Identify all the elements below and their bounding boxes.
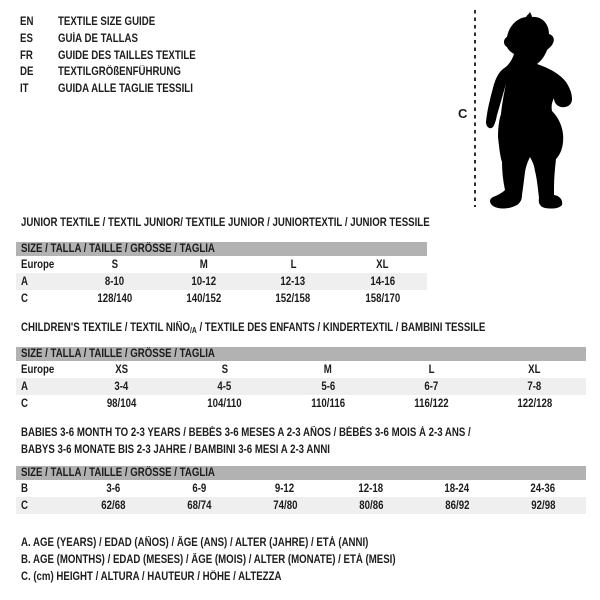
table-row	[16, 290, 427, 307]
legend	[21, 535, 467, 587]
table-size-header: SIZE / TALLA / TAILLE / GRÖSSE / TAGLIA	[16, 347, 586, 361]
size-cell: 128/140	[97, 292, 133, 305]
table-row	[16, 497, 586, 514]
junior-size-table	[16, 242, 427, 307]
table-row	[16, 480, 586, 497]
language-code: IT	[20, 83, 29, 96]
language-code: EN	[20, 16, 34, 29]
size-cell: XL	[376, 258, 389, 271]
size-cell: L	[290, 258, 297, 271]
language-code: ES	[20, 33, 33, 46]
table-row	[16, 378, 586, 395]
size-cell: 6-7	[424, 380, 439, 393]
childrens-size-table	[16, 347, 586, 412]
size-cell: 3-6	[106, 482, 120, 495]
junior-table-title: JUNIOR TEXTILE / TEXTIL JUNIOR/ TEXTILE JUNIOR / JUNIORTEXTIL / JUNIOR TESSILE	[21, 217, 430, 229]
language-row	[20, 47, 222, 64]
language-label: TEXTILGRÖßENFÜHRUNG	[58, 66, 181, 79]
size-cell: XL	[528, 363, 541, 376]
row-label: C	[21, 292, 28, 305]
row-label: Europe	[21, 363, 55, 376]
size-cell: S	[221, 363, 229, 376]
table-size-header: SIZE / TALLA / TAILLE / GRÖSSE / TAGLIA	[16, 466, 586, 480]
size-cell: 98/104	[106, 397, 137, 410]
size-cell: 152/158	[275, 292, 311, 305]
size-cell: 140/152	[186, 292, 222, 305]
size-cell: 12-18	[358, 482, 384, 495]
size-cell: 4-5	[217, 380, 232, 393]
size-cell: 80/86	[358, 499, 384, 512]
size-cell: 74/80	[272, 499, 298, 512]
language-row	[20, 31, 222, 48]
size-cell: 110/116	[311, 397, 345, 410]
row-label: A	[21, 380, 28, 393]
height-dash-line	[474, 10, 476, 207]
language-row	[20, 64, 222, 81]
size-cell: 10-12	[191, 275, 217, 288]
table-row	[16, 361, 586, 378]
size-cell: S	[111, 258, 118, 271]
row-label: C	[21, 397, 28, 410]
childrens-table-title: CHILDREN'S TEXTILE / TEXTIL $NIÑO_{/A}$ / TEXTILE DES ENFANTS / KINDERTEXTIL / BAMBINI TESSILE	[21, 322, 486, 335]
size-cell: 24-36	[530, 482, 556, 495]
size-cell: 8-10	[104, 275, 125, 288]
row-label: Europe	[21, 258, 55, 271]
babies-table-title: BABIES 3-6 MONTH TO 2-3 YEARS / BEBÉS 3-6 MESES A 2-3 AÑOS / BÉBÉS 3-6 MOIS À 2-3 ANS / BABYS 3-6 MONATE BIS 2-3 JAHRE / BAMBINI 3-6 MESI A 2-3 ANNI	[21, 427, 471, 456]
size-cell: 92/98	[530, 499, 556, 512]
size-cell: M	[199, 258, 208, 271]
size-cell: 86/92	[444, 499, 470, 512]
size-cell: 3-4	[114, 380, 129, 393]
table-row	[16, 273, 427, 290]
size-cell: 7-8	[527, 380, 542, 393]
language-label: GUÍA DE TALLAS	[58, 33, 138, 46]
size-cell: 14-16	[370, 275, 395, 288]
language-code: DE	[20, 66, 34, 79]
table-row	[16, 256, 427, 273]
size-cell: 62/68	[100, 499, 126, 512]
language-code: FR	[20, 49, 33, 62]
size-cell: XS	[115, 363, 129, 376]
language-label: GUIDE DES TAILLES TEXTILE	[58, 49, 196, 62]
legend-line-c: C. (cm) HEIGHT / ALTURA / HAUTEUR / HÖHE / ALTEZZA	[21, 571, 282, 584]
size-cell: 12-13	[280, 275, 306, 288]
height-measure-label: C	[458, 106, 468, 121]
size-cell: 9-12	[275, 482, 295, 495]
legend-line-a: A. AGE (YEARS) / EDAD (AÑOS) / ÂGE (ANS) / ALTER (JAHRE) / ETÀ (ANNI)	[21, 537, 369, 549]
legend-line-b: B. AGE (MONTHS) / EDAD (MESES) / ÂGE (MOIS) / ALTER (MONATE) / ETÀ (MESI)	[21, 554, 396, 567]
size-cell: L	[428, 363, 435, 376]
size-cell: 122/128	[516, 397, 552, 410]
size-cell: 104/110	[207, 397, 242, 410]
size-cell: 5-6	[321, 380, 335, 393]
row-label: B	[21, 482, 28, 495]
size-cell: 68/74	[186, 499, 212, 512]
size-cell: 6-9	[192, 482, 206, 495]
babies-size-table	[16, 466, 586, 514]
toddler-silhouette-icon	[484, 6, 576, 210]
row-label: A	[21, 275, 28, 288]
size-cell: M	[323, 363, 333, 376]
table-size-header: SIZE / TALLA / TAILLE / GRÖSSE / TAGLIA	[16, 242, 427, 256]
size-cell: 116/122	[414, 397, 449, 410]
row-label: C	[21, 499, 28, 512]
language-list	[20, 14, 222, 97]
size-cell: 18-24	[444, 482, 470, 495]
language-row	[20, 14, 222, 31]
language-label: TEXTILE SIZE GUIDE	[58, 16, 156, 29]
table-row	[16, 395, 586, 412]
language-label: GUIDA ALLE TAGLIE TESSILI	[58, 83, 193, 96]
language-row	[20, 81, 222, 98]
size-cell: 158/170	[364, 292, 400, 305]
